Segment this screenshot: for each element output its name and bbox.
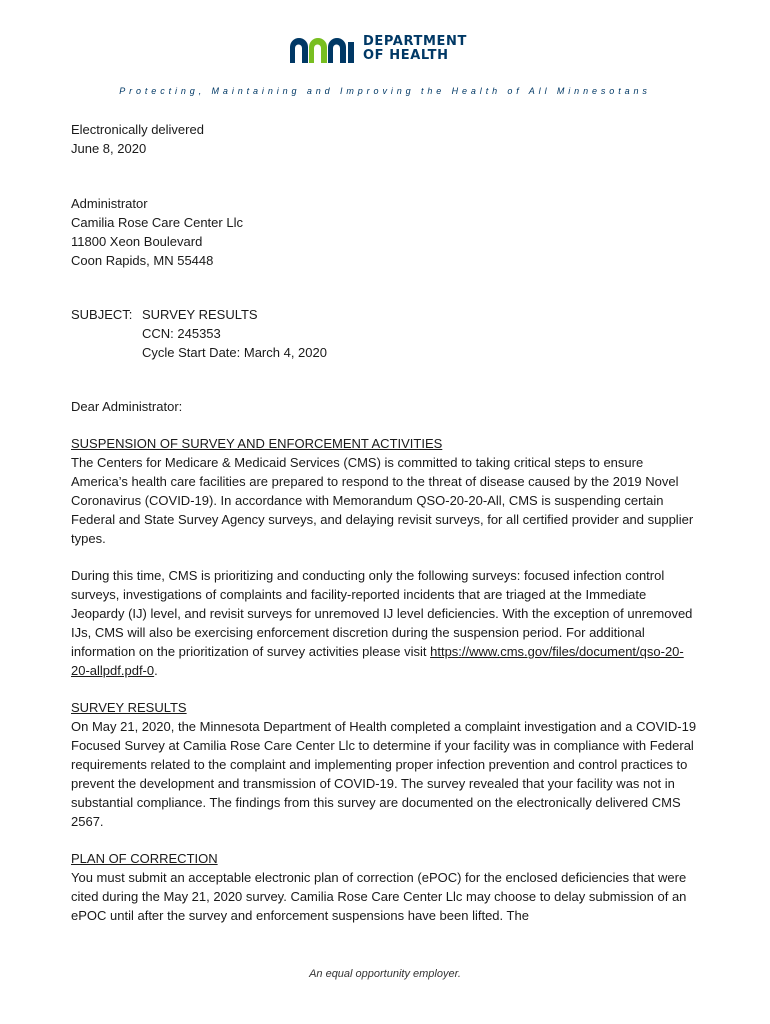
plan-of-correction-paragraph: You must submit an acceptable electronic plan of correction (ePOC) for the enclosed deficiencies that were cited during the May 21, 2020 survey. Camilia Rose Care Center Llc may choose to delay submission of an ePOC until after the survey and enforcement suspensions have been lifted. The (71, 870, 687, 923)
logo-line-of-health: OF HEALTH (363, 48, 449, 63)
cms-memo-link[interactable]: https://www.cms.gov/files/document/qso-20-20-allpdf.pdf-0 (71, 644, 684, 678)
logo-line-department: DEPARTMENT (363, 34, 467, 49)
suspension-paragraph-2 (71, 566, 701, 680)
subject-block (71, 305, 701, 362)
subject-cycle-date: Cycle Start Date: March 4, 2020 (142, 345, 327, 360)
recipient-street: 11800 Xeon Boulevard (71, 234, 203, 249)
mdh-logo (289, 34, 467, 64)
link-period: . (154, 663, 158, 678)
salutation: Dear Administrator: (71, 399, 183, 414)
subject-ccn: CCN: 245353 (142, 326, 221, 341)
subject-line-1: SURVEY RESULTS (142, 307, 258, 322)
suspension-heading: SUSPENSION OF SURVEY AND ENFORCEMENT ACTIVITIES (71, 436, 443, 451)
footer-eoe: An equal opportunity employer. (309, 968, 461, 980)
survey-results-heading: SURVEY RESULTS (71, 700, 187, 715)
recipient-city: Coon Rapids, MN 55448 (71, 253, 214, 268)
suspension-paragraph-1: The Centers for Medicare & Medicaid Services (CMS) is committed to taking critical steps to ensure America’s health care facilities are prepared to respond to the threat of disease caused by the 2019 Novel Coronavirus (COVID-19). In accordance with Memorandum QSO-20-20-All, CMS is suspending certain Federal and State Survey Agency surveys, and delaying revisit surveys, for all certified provider and supplier types. (71, 455, 694, 546)
delivery-method: Electronically delivered (71, 122, 204, 137)
letter-body (71, 120, 701, 925)
logo-wordmark (363, 35, 467, 63)
plan-of-correction-heading: PLAN OF CORRECTION (71, 851, 218, 866)
subject-label: SUBJECT: (71, 307, 133, 322)
minnesota-mn-logo-icon (289, 34, 357, 64)
survey-results-paragraph: On May 21, 2020, the Minnesota Department of Health completed a complaint investigation and a COVID-19 Focused Survey at Camilia Rose Care Center Llc to determine if your facility was in compliance with Federal requirements related to the complaint and implementing proper infection prevention and control practices to prevent the development and transmission of COVID-19. The survey revealed that your facility was not in substantial compliance. The findings from this survey are documented on the electronically delivered CMS 2567. (71, 719, 697, 829)
tagline: Protecting, Maintaining and Improving the Health of All Minnesotans (119, 86, 651, 96)
suspension-paragraph-2-text: During this time, CMS is prioritizing and conducting only the following surveys: focused infection control surveys, investigations of complaints and facility-reported incidents that are triaged at the Immediate Jeopardy (IJ) level, and revisit surveys for unremoved IJ level deficiencies. With the exception of unremoved IJs, CMS will also be exercising enforcement discretion during the suspension period. For additional information on the prioritization of survey activities please visit (71, 568, 693, 659)
recipient-address (71, 194, 701, 270)
recipient-title: Administrator (71, 196, 148, 211)
recipient-facility: Camilia Rose Care Center Llc (71, 215, 243, 230)
letter-date: June 8, 2020 (71, 141, 147, 156)
